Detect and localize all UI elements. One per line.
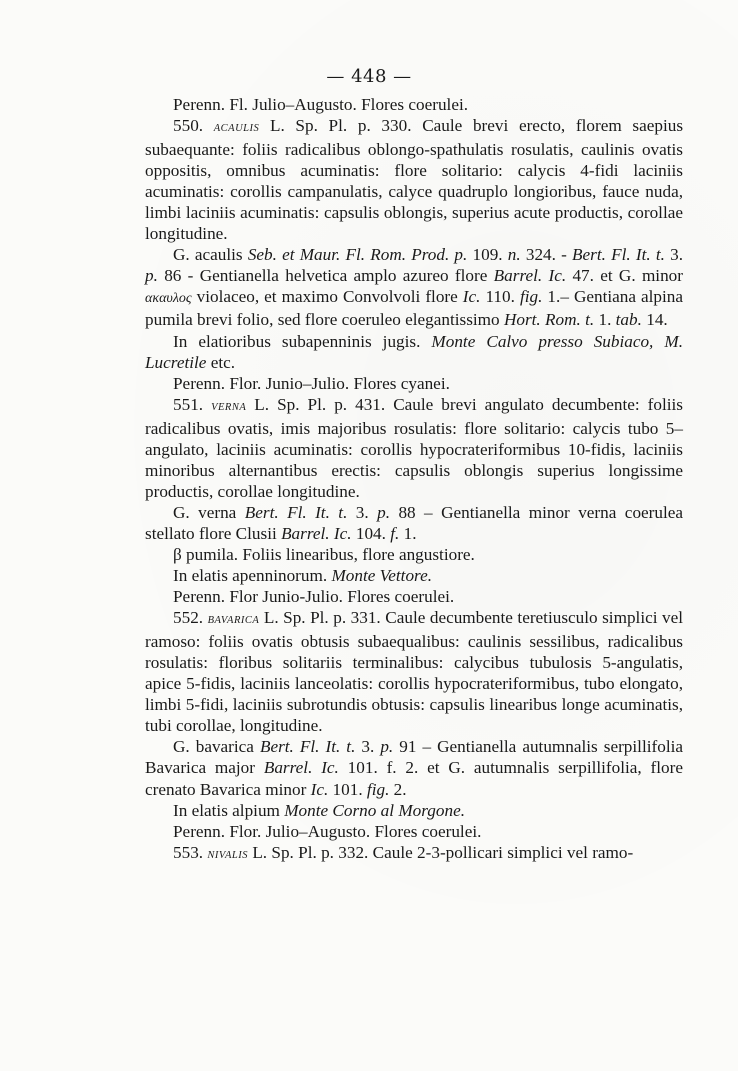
text-run: 110. bbox=[480, 287, 520, 307]
text-line: Perenn. Flor. Junio–Julio. Flores cyanei. bbox=[173, 373, 450, 393]
text-run: violaceo, et maximo Convolvoli flore bbox=[191, 287, 463, 307]
text-line: Perenn. Flor. Julio–Augusto. Flores coerulei. bbox=[173, 821, 482, 841]
locality: Monte Vettore. bbox=[331, 566, 433, 586]
species-description: L. Sp. Pl. p. 330. Caule brevi erecto, florem saepius subaequante: foliis radicalibus oblongo-spathulatis rosulatis, caulinis ovatis oppositis, omnibus acuminatis: flore solitario: calycis 4-fidi laciniis acuminatis: corollis campanulatis, calyce quadruplo longioribus, fauce nuda, limbi laciniis acuminatis: capsulis oblongis, superius acute productis, corollae longitudine. bbox=[145, 116, 684, 244]
species-number: 550. bbox=[173, 116, 204, 136]
text-run: etc. bbox=[206, 352, 236, 372]
species-description: L. Sp. Pl. p. 332. Caule 2-3-pollicari simplici vel ramo- bbox=[248, 842, 634, 862]
citation: Barrel. Ic. bbox=[263, 758, 339, 778]
citation: Barrel. Ic. bbox=[281, 523, 352, 543]
species-entry-551 bbox=[145, 394, 683, 502]
text-run: 101. bbox=[328, 779, 367, 799]
text-run: G. acaulis bbox=[173, 245, 248, 265]
synonymy-paragraph bbox=[145, 502, 683, 544]
text-run: 2. bbox=[389, 779, 407, 799]
text-run: 47. et G. minor bbox=[566, 266, 683, 286]
citation: Bert. Fl. It. t. bbox=[572, 245, 665, 265]
citation: Ic. bbox=[462, 287, 481, 307]
synonymy-paragraph bbox=[145, 244, 683, 330]
species-entry-550 bbox=[145, 115, 683, 244]
paragraph bbox=[145, 373, 683, 394]
text-run: 91 – Gentianella autumnalis serpillifolia Bavarica major bbox=[145, 737, 683, 778]
text-run: 3. bbox=[355, 737, 381, 757]
species-number: 552. bbox=[173, 608, 204, 628]
locality: Monte Calvo presso Subiaco, M. Lucretile bbox=[145, 331, 683, 372]
species-number: 553. bbox=[173, 842, 204, 862]
species-name: VERNA bbox=[211, 401, 247, 413]
citation: Hort. Rom. t. bbox=[503, 310, 595, 330]
text-run: 101. f. 2. et G. autumnalis serpillifolia, flore crenato Bavarica minor bbox=[145, 758, 683, 799]
text-run: 14. bbox=[641, 310, 668, 330]
text-line: β pumila. Foliis linearibus, flore angustiore. bbox=[173, 544, 475, 564]
text-line: Perenn. Flor Junio-Julio. Flores coerulei. bbox=[173, 587, 455, 607]
citation: n. bbox=[507, 245, 521, 265]
text-run: 1. bbox=[594, 310, 616, 330]
species-number: 551. bbox=[173, 394, 204, 414]
text-run: 3. bbox=[664, 245, 683, 265]
species-description: L. Sp. Pl. p. 331. Caule decumbente teretiusculo simplici vel ramoso: foliis ovatis obtusis subaequalibus: caulinis sessilibus, radicalibus rosulatis: floribus solitariis terminalibus: calycibus tubulosis 5-angulatis, apice 5-fidis, laciniis lanceolatis: corollis hypocrateriformibus, tubo elongato, limbi 5-fidi, laciniis subrotundis obtusis: capsulis linearibus longe acuminatis, tubi corollae, longitudine. bbox=[145, 608, 684, 736]
text-run: 109. bbox=[467, 245, 508, 265]
citation: f. bbox=[390, 523, 400, 543]
greek-word: ακαυλος bbox=[145, 291, 192, 307]
citation: Bert. Fl. It. t. bbox=[244, 502, 348, 522]
text-run: In elatis alpium bbox=[173, 800, 285, 820]
citation: fig. bbox=[519, 287, 543, 307]
paragraph bbox=[145, 821, 683, 842]
text-line: Perenn. Fl. Julio–Augusto. Flores coerulei. bbox=[173, 95, 469, 114]
species-name: ACAULIS bbox=[213, 123, 260, 135]
text-run: 88 – Gentianella minor verna coerulea stellato flore Clusii bbox=[145, 502, 684, 543]
text-run: G. bavarica bbox=[173, 737, 260, 757]
paragraph bbox=[145, 544, 683, 565]
text-run: 104. bbox=[351, 523, 391, 543]
citation: Ic. bbox=[310, 779, 329, 799]
species-description: L. Sp. Pl. p. 431. Caule brevi angulato decumbente: foliis radicalibus ovatis, imis majoribus rosulatis: flore solitario: calycis tubo 5–angulato, laciniis acuminatis: corollis hypocrateriformibus 10-fidis, laciniis minoribus alternantibus erectis: capsulis oblongis superius longissime productis, corollae longitudine. bbox=[145, 394, 683, 501]
text-run: 86 - Gentianella helvetica amplo azureo flore bbox=[157, 266, 494, 286]
habitat-paragraph bbox=[145, 565, 683, 586]
text-run: 1. bbox=[399, 523, 417, 543]
text-run: 324. - bbox=[520, 245, 573, 265]
citation: Seb. et Maur. Fl. Rom. Prod. p. bbox=[247, 245, 468, 265]
citation: p. bbox=[380, 737, 394, 757]
citation: tab. bbox=[615, 310, 642, 330]
text-run: 1.– Gentiana alpina pumila brevi folio, sed flore coeruleo elegantissimo bbox=[145, 287, 683, 330]
text-run: 3. bbox=[347, 502, 378, 522]
paragraph bbox=[145, 586, 683, 607]
text-run: In elatioribus subapenninis jugis. bbox=[173, 331, 432, 351]
species-name: BAVARICA bbox=[207, 615, 260, 627]
synonymy-paragraph bbox=[145, 736, 683, 799]
locality: Monte Corno al Morgone. bbox=[284, 800, 465, 820]
citation: Bert. Fl. It. t. bbox=[259, 737, 356, 757]
species-name: NIVALIS bbox=[207, 849, 249, 861]
habitat-paragraph bbox=[145, 800, 683, 821]
species-entry-553 bbox=[145, 842, 683, 866]
text-run: G. verna bbox=[173, 502, 245, 522]
page-number: — 448 — bbox=[326, 66, 412, 87]
text-run: In elatis apenninorum. bbox=[173, 566, 332, 586]
species-entry-552 bbox=[145, 607, 683, 736]
habitat-paragraph bbox=[145, 331, 683, 373]
citation: p. bbox=[145, 266, 158, 286]
citation: Barrel. Ic. bbox=[493, 266, 567, 286]
citation: p. bbox=[377, 502, 391, 522]
citation: fig. bbox=[366, 779, 390, 799]
paragraph bbox=[145, 94, 683, 115]
body-text bbox=[145, 94, 683, 866]
